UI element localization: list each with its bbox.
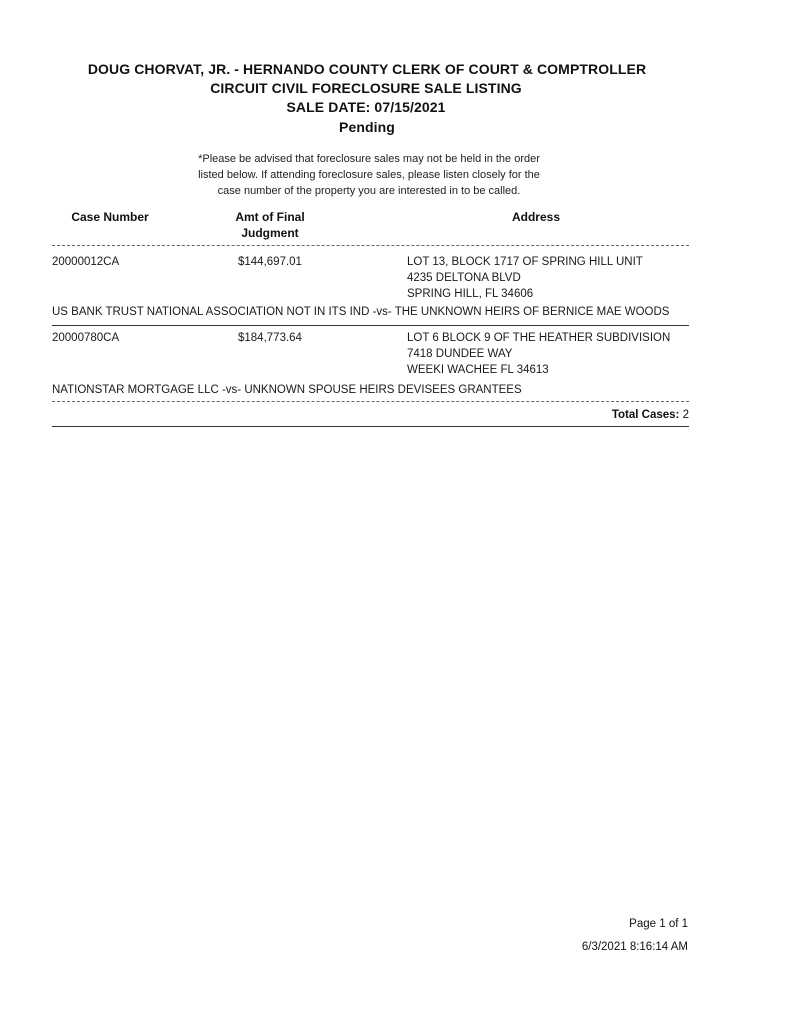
notice-line: listed below. If attending foreclosure sales, please listen closely for the (198, 169, 540, 181)
notice-line: case number of the property you are interested in to be called. (217, 185, 521, 197)
column-header-amount-line1: Amt of Final (235, 210, 305, 224)
column-header-case-number: Case Number (71, 210, 149, 224)
address-line: 7418 DUNDEE WAY (407, 348, 513, 360)
page-number: Page 1 of 1 (629, 918, 688, 930)
address-line: WEEKI WACHEE FL 34613 (407, 364, 549, 376)
total-cases (612, 409, 689, 421)
notice-line: *Please be advised that foreclosure sales may not be held in the order (198, 153, 540, 165)
row-divider (52, 401, 689, 402)
header-divider (52, 245, 689, 246)
clerk-title: DOUG CHORVAT, JR. - HERNANDO COUNTY CLERK OF COURT & COMPTROLLER (87, 61, 647, 77)
address-line: SPRING HILL, FL 34606 (407, 288, 534, 300)
judgment-amount: $144,697.01 (238, 256, 302, 268)
listing-title: CIRCUIT CIVIL FORECLOSURE SALE LISTING (210, 80, 522, 96)
column-header-address: Address (511, 210, 561, 224)
print-timestamp: 6/3/2021 8:16:14 AM (581, 941, 688, 953)
case-number: 20000780CA (52, 332, 120, 344)
total-divider (52, 426, 689, 427)
column-header-amount (215, 209, 325, 241)
case-parties: US BANK TRUST NATIONAL ASSOCIATION NOT IN ITS IND -vs- THE UNKNOWN HEIRS OF BERNICE MAE WOODS (52, 306, 670, 318)
case-number: 20000012CA (52, 256, 120, 268)
address-line: LOT 13, BLOCK 1717 OF SPRING HILL UNIT (407, 256, 643, 268)
judgment-amount: $184,773.64 (238, 332, 302, 344)
sale-date: SALE DATE: 07/15/2021 (286, 99, 446, 115)
status-label: Pending (339, 119, 395, 135)
row-divider (52, 325, 689, 326)
case-parties: NATIONSTAR MORTGAGE LLC -vs- UNKNOWN SPOUSE HEIRS DEVISEES GRANTEES (52, 384, 522, 396)
column-header-amount-line2: Judgment (241, 226, 299, 240)
address-line: LOT 6 BLOCK 9 OF THE HEATHER SUBDIVISION (407, 332, 671, 344)
total-cases-value: 2 (682, 409, 689, 421)
advisory-notice (172, 151, 566, 199)
address-line: 4235 DELTONA BLVD (407, 272, 521, 284)
total-cases-label: Total Cases: (611, 409, 680, 421)
